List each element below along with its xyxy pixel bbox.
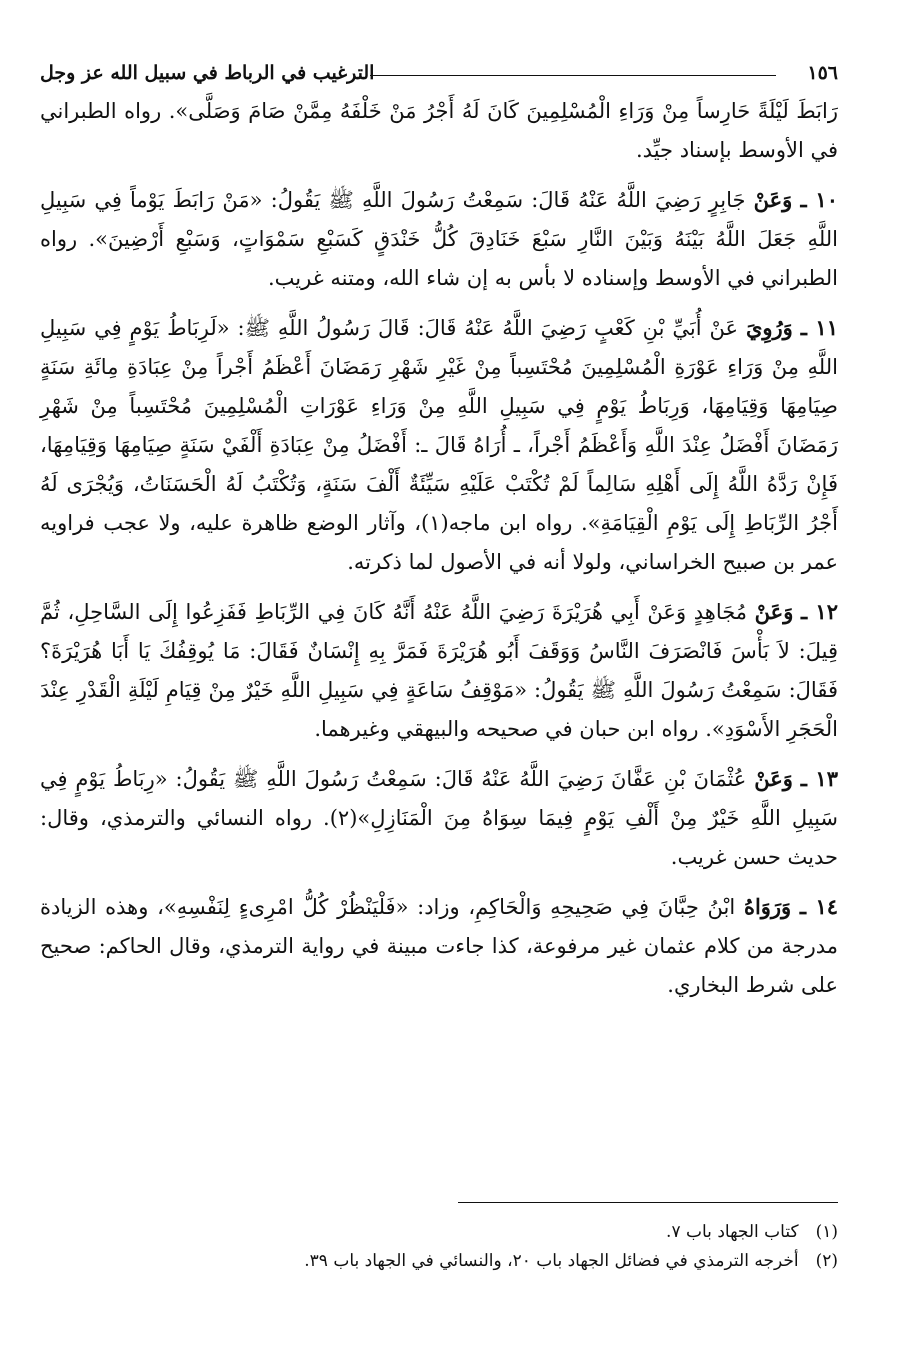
hadith-paragraph-13 (40, 759, 838, 877)
narrator-lead: وَعَنْ (754, 599, 794, 624)
main-text (40, 92, 838, 1015)
paragraph-text: مُجَاهِدٍ وَعَنْ أَبِي هُرَيْرَةَ رَضِيَ اللَّهُ عَنْهُ أَنَّهُ كَانَ فِي الرِّبَاطِ فَفَزِعُوا إِلَى السَّاحِلِ، ثُمَّ قِيلَ: لاَ بَأْسَ فَانْصَرَفَ النَّاسُ وَوَقَفَ أَبُو هُرَيْرَةَ فَمَرَّ بِهِ إِنْسَانٌ فَقَالَ: مَا يُوقِفُكَ يَا أَبَا هُرَيْرَةَ؟ فَقَالَ: سَمِعْتُ رَسُولَ اللَّهِ ﷺ يَقُولُ: «مَوْقِفُ سَاعَةٍ فِي سَبِيلِ اللَّهِ خَيْرٌ مِنْ قِيَامِ لَيْلَةِ الْقَدْرِ عِنْدَ الْحَجَرِ الأَسْوَدِ». رواه ابن حبان في صحيحه والبيهقي وغيرهما. (40, 600, 838, 741)
paragraph-text: عُثْمَانَ بْنِ عَفَّانَ رَضِيَ اللَّهُ عَنْهُ قَالَ: سَمِعْتُ رَسُولَ اللَّهِ ﷺ يَقُولُ: «رِبَاطُ يَوْمٍ فِي سَبِيلِ اللَّهِ خَيْرٌ مِنْ أَلْفِ يَوْمٍ فِيمَا سِوَاهُ مِنَ الْمَنَازِلِ»(٢). رواه النسائي والترمذي، وقال: حديث حسن غريب. (40, 767, 839, 869)
hadith-paragraph-11 (40, 308, 838, 582)
hadith-number: ١٢ ـ (800, 599, 838, 624)
paragraph-continuation (40, 92, 838, 170)
hadith-paragraph-12 (40, 592, 838, 749)
footnote-2 (40, 1247, 838, 1276)
header-rule (370, 75, 776, 76)
narrator-lead: وَرَوَاهُ (743, 894, 792, 919)
paragraph-text: جَابِرٍ رَضِيَ اللَّهُ عَنْهُ قَالَ: سَمِعْتُ رَسُولَ اللَّهِ ﷺ يَقُولُ: «مَنْ رَابَطَ يَوْماً فِي سَبِيلِ اللَّهِ جَعَلَ اللَّهُ بَيْنَهُ وَبَيْنَ النَّارِ سَبْعَ خَنَادِقَ كُلُّ خَنْدَقٍ كَسَبْعِ سَمْوَاتٍ، وَسَبْعِ أَرْضِينَ». رواه الطبراني في الأوسط وإسناده لا بأس به إن شاء الله، ومتنه غريب. (40, 188, 838, 290)
hadith-paragraph-10 (40, 180, 838, 298)
page-number: ١٥٦ (807, 62, 838, 84)
paragraph-text: ابْنُ حِبَّانَ فِي صَحِيحِهِ وَالْحَاكِمِ، وزاد: «فَلْيَنْظُرْ كُلُّ امْرِىءٍ لِنَفْسِهِ»، وهذه الزيادة مدرجة من كلام عثمان غير مرفوعة، كذا جاءت مبينة في رواية الترمذي، وقال الحاكم: صحيح على شرط البخاري. (40, 895, 838, 997)
narrator-lead: وَعَنْ (754, 766, 793, 791)
footnote-mark: (٢) (815, 1251, 838, 1271)
hadith-number: ١٠ ـ (800, 187, 838, 212)
page-header (40, 58, 838, 88)
hadith-paragraph-14 (40, 887, 838, 1005)
footnote-text: كتاب الجهاد باب ٧. (666, 1222, 799, 1242)
footnote-text: أخرجه الترمذي في فضائل الجهاد باب ٢٠، والنسائي في الجهاد باب ٣٩. (304, 1251, 799, 1271)
hadith-number: ١١ ـ (800, 315, 838, 340)
running-title: الترغيب في الرباط في سبيل الله عز وجل (40, 62, 375, 84)
paragraph-text: عَنْ أُبَيِّ بْنِ كَعْبٍ رَضِيَ اللَّهُ عَنْهُ قَالَ: قَالَ رَسُولُ اللَّهِ ﷺ: «لَرِبَاطُ يَوْمٍ فِي سَبِيلِ اللَّهِ مِنْ وَرَاءِ عَوْرَةِ الْمُسْلِمِينَ مُحْتَسِباً مِنْ غَيْرِ شَهْرِ رَمَضَانَ أَعْظَمُ أَجْراً مِنْ عِبَادَةِ مِائَةِ سَنَةٍ صِيَامِهَا وَقِيَامِهَا، وَرِبَاطُ يَوْمٍ فِي سَبِيلِ اللَّهِ مِنْ وَرَاءِ عَوْرَاتِ الْمُسْلِمِينَ مُحْتَسِباً مِنْ شَهْرِ رَمَضَانَ أَفْضَلُ عِنْدَ اللَّهِ وَأَعْظَمُ أَجْراً، ـ أُرَاهُ قَالَ ـ: أَفْضَلُ مِنْ عِبَادَةِ أَلْفَيْ سَنَةٍ صِيَامِهَا وَقِيَامِهَا، فَإِنْ رَدَّهُ اللَّهُ إِلَى أَهْلِهِ سَالِماً لَمْ تُكْتَبْ عَلَيْهِ سَيِّئَةٌ أَلْفَ سَنَةٍ، وَتُكْتَبُ لَهُ الْحَسَنَاتُ، وَيُجْرَى لَهُ أَجْرُ الرِّبَاطِ إِلَى يَوْمِ الْقِيَامَةِ». رواه ابن ماجه(١)، وآثار الوضع ظاهرة عليه، ولا عجب فراويه عمر بن صبيح الخراساني، ولولا أنه في الأصول لما ذكرته. (40, 316, 838, 574)
narrator-lead: وَعَنْ (753, 187, 793, 212)
hadith-number: ١٣ ـ (800, 766, 838, 791)
narrator-lead: وَرُوِيَ (745, 315, 793, 340)
footnote-mark: (١) (815, 1222, 838, 1242)
footnote-divider (458, 1202, 838, 1203)
footnote-1 (40, 1218, 838, 1247)
footnotes (40, 1218, 838, 1276)
paragraph-text: رَابَطَ لَيْلَةً حَارِساً مِنْ وَرَاءِ الْمُسْلِمِينَ كَانَ لَهُ أَجْرُ مَنْ خَلْفَهُ مِمَّنْ صَامَ وَصَلَّى». رواه الطبراني في الأوسط بإسناد جيِّد. (40, 99, 838, 162)
hadith-number: ١٤ ـ (799, 894, 838, 919)
